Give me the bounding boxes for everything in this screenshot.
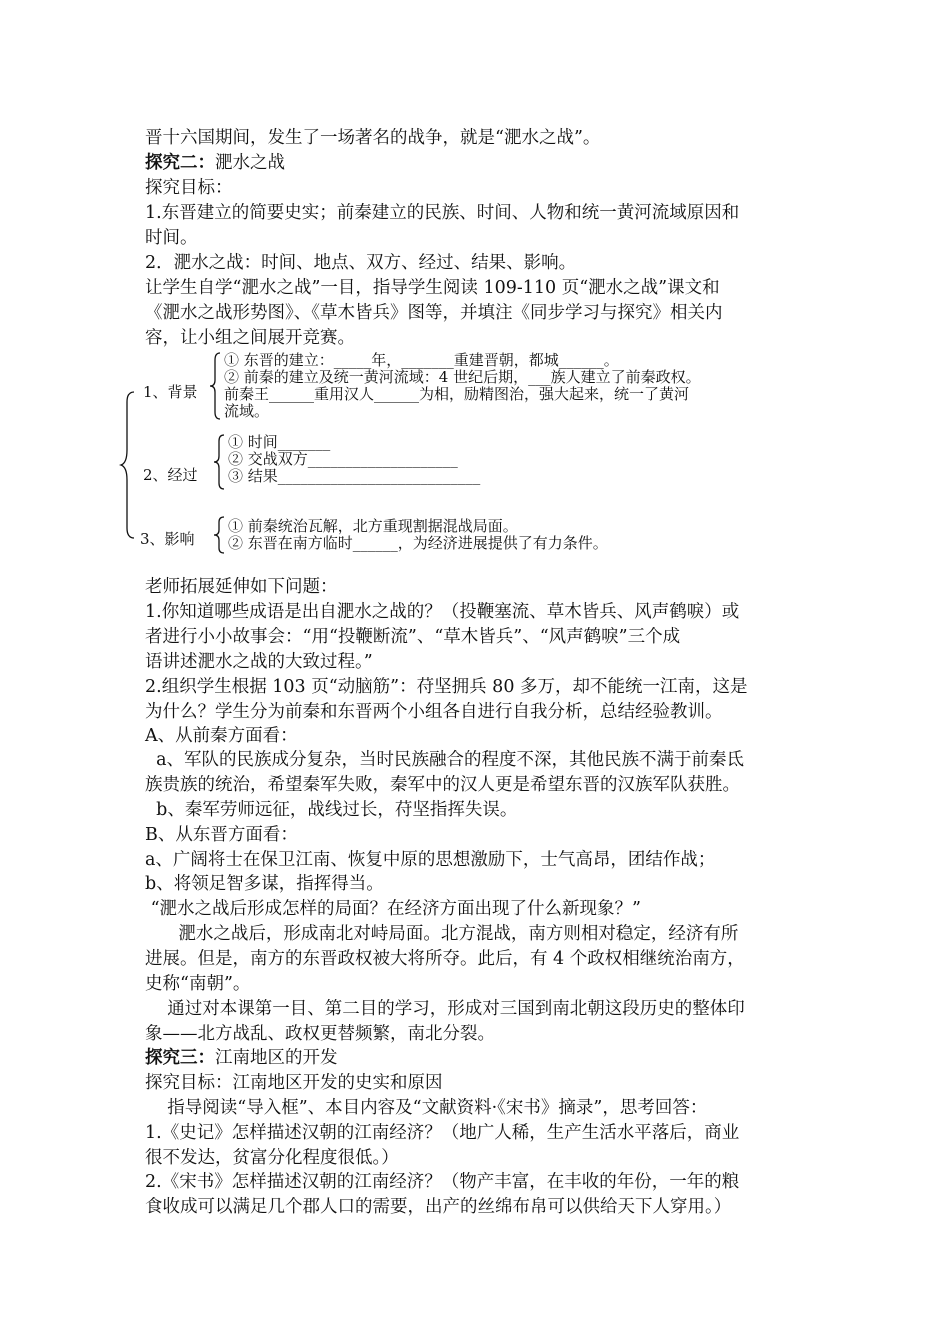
text-line: 1.东晋建立的简要史实；前秦建立的民族、时间、人物和统一黄河流域原因和 — [145, 203, 740, 223]
impact-label: 3、影响 — [140, 530, 195, 548]
text-line: 老师拓展延伸如下问题： — [145, 577, 338, 597]
background-label: 1、背景 — [143, 383, 198, 401]
text-line: b、秦军劳师远征，战线过长，苻坚指挥失误。 — [145, 800, 518, 820]
background-brace-icon — [208, 352, 222, 420]
text-line: 很不发达，贫富分化程度很低。） — [145, 1148, 399, 1168]
process-item: ③ 结果___________________________ — [228, 467, 481, 485]
text-line: 容，让小组之间展开竞赛。 — [145, 328, 355, 348]
text-line: a、广阔将士在保卫江南、恢复中原的思想激励下，士气高昂，团结作战； — [145, 850, 716, 870]
text-line: 探究目标：江南地区开发的史实和原因 — [145, 1073, 443, 1093]
text-line: 时间。 — [145, 228, 198, 248]
text-line: “淝水之战后形成怎样的局面？在经济方面出现了什么新现象？” — [145, 899, 641, 919]
text-line: 史称“南朝”。 — [145, 974, 251, 994]
background-item: ② 前秦的建立及统一黄河流域：4 世纪后期，___族人建立了前秦政权。 — [224, 368, 701, 386]
text-line: 2.组织学生根据 103 页“动脑筋”：苻坚拥兵 80 多万，却不能统一江南，这是 — [145, 677, 748, 697]
process-item: ① 时间_______ — [228, 433, 331, 451]
heading-title: 江南地区的开发 — [215, 1048, 338, 1068]
text-line: 1.你知道哪些成语是出自淝水之战的？（投鞭塞流、草木皆兵、风声鹤唳）或 — [145, 602, 740, 622]
text-line: 为什么？学生分为前秦和东晋两个小组各自进行自我分析，总结经验教训。 — [145, 702, 723, 722]
text-line: 语讲述淝水之战的大致过程。” — [145, 652, 373, 672]
heading-label: 探究二： — [145, 153, 215, 173]
text-line: 1.《史记》怎样描述汉朝的江南经济？（地广人稀，生产生活水平落后，商业 — [145, 1123, 740, 1143]
process-brace-icon — [212, 434, 226, 490]
background-item: 前秦王______重用汉人______为相，励精图治，强大起来，统一了黄河 — [224, 385, 690, 403]
background-item: 流域。 — [224, 402, 270, 420]
impact-item: ② 东晋在南方临时______，为经济进展提供了有力条件。 — [228, 534, 608, 552]
text-line: 2.《宋书》怎样描述汉朝的江南经济？（物产丰富，在丰收的年份，一年的粮 — [145, 1172, 740, 1192]
impact-brace-icon — [212, 516, 226, 554]
heading-label: 探究三： — [145, 1048, 215, 1068]
text-line: 晋十六国期间，发生了一场著名的战争，就是“淝水之战”。 — [145, 128, 601, 148]
text-line: b、将领足智多谋，指挥得当。 — [145, 874, 384, 894]
text-line: 族贵族的统治，希望秦军失败，秦军中的汉人更是希望东晋的汉族军队获胜。 — [145, 775, 740, 795]
text-line: 象——北方战乱、政权更替频繁，南北分裂。 — [145, 1024, 495, 1044]
main-brace-icon — [118, 390, 138, 540]
background-item: ① 东晋的建立：_____年，_______重建晋朝，都城______。 — [224, 351, 619, 369]
text-line: 者进行小小故事会：“用“投鞭断流”、“草木皆兵”、“风声鹤唳”三个成 — [145, 627, 681, 647]
section-heading-2 — [145, 151, 815, 175]
text-line: 食收成可以满足几个郡人口的需要，出产的丝绵布帛可以供给天下人穿用。） — [145, 1197, 732, 1217]
text-line: a、军队的民族成分复杂，当时民族融合的程度不深，其他民族不满于前秦氐 — [145, 750, 745, 770]
text-line: 淝水之战后，形成南北对峙局面。北方混战，南方则相对稳定，经济有所 — [145, 924, 739, 944]
text-line: 通过对本课第一目、第二目的学习，形成对三国到南北朝这段历史的整体印 — [145, 999, 745, 1019]
impact-item: ① 前秦统治瓦解，北方重现割据混战局面。 — [228, 517, 518, 535]
text-line: 指导阅读“导入框”、本目内容及“文献资料·《宋书》摘录”，思考回答： — [145, 1098, 708, 1118]
text-line: 探究目标： — [145, 178, 233, 198]
text-line: 2．淝水之战：时间、地点、双方、经过、结果、影响。 — [145, 253, 577, 273]
process-label: 2、经过 — [143, 466, 198, 484]
text-line: 让学生自学“淝水之战”一目，指导学生阅读 109-110 页“淝水之战”课文和 — [145, 278, 720, 298]
text-line: 进展。但是，南方的东晋政权被大将所夺。此后，有 4 个政权相继统治南方， — [145, 949, 745, 969]
heading-title: 淝水之战 — [215, 153, 285, 173]
process-item: ② 交战双方____________________ — [228, 450, 458, 468]
text-line: B、从东晋方面看： — [145, 825, 298, 845]
text-line: A、从前秦方面看： — [145, 726, 298, 746]
text-line: 《淝水之战形势图》、《草木皆兵》图等，并填注《同步学习与探究》相关内 — [145, 303, 723, 323]
section-heading-3 — [145, 1046, 815, 1070]
